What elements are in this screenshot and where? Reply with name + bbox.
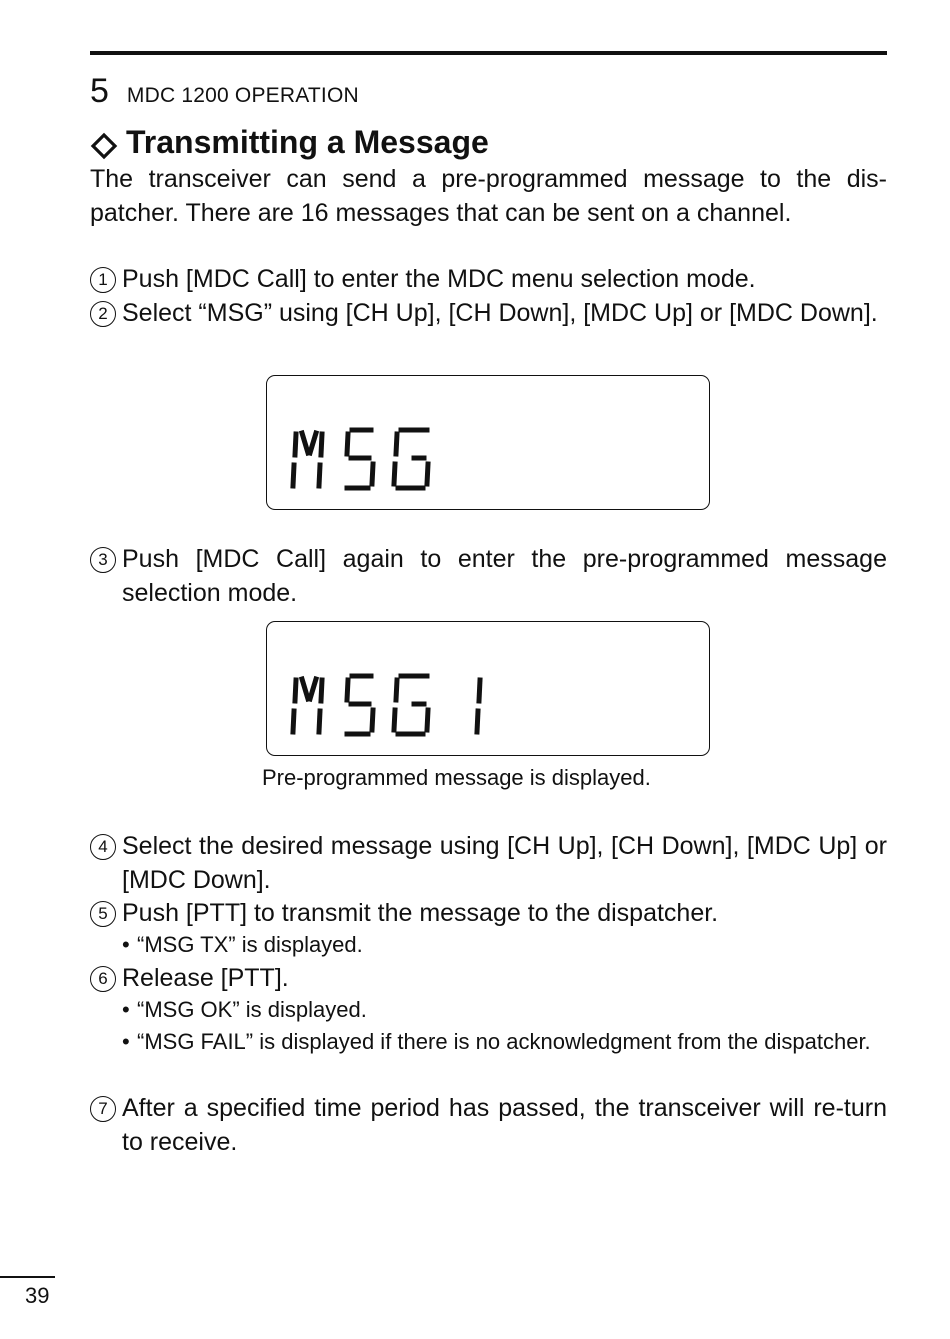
step-marker-1: 1 [90,267,116,293]
page-number: 39 [25,1283,50,1308]
lcd-display-msg-1 [266,621,710,756]
section-heading [90,121,489,163]
note-msg-fail [122,1026,887,1058]
diamond-outline-icon [90,128,118,156]
step-marker-3: 3 [90,547,116,573]
step-3 [90,542,887,610]
note-msg-ok [122,994,887,1026]
lcd-display-msg [266,375,710,510]
step-4 [90,829,887,897]
intro-paragraph [90,162,887,230]
step-marker-6: 6 [90,966,116,992]
top-rule [90,51,887,55]
lcd-segment-glyphs-2 [267,622,711,757]
step-7 [90,1091,887,1159]
footer-rule [0,1276,55,1278]
lcd-segment-glyphs [267,376,711,511]
step-text-1: Push [MDC Call] to enter the MDC menu selection mode. [122,265,756,293]
step-text-2: Select “MSG” using [CH Up], [CH Down], [MDC Up] or [MDC Down]. [122,299,878,327]
step-marker-7: 7 [90,1096,116,1122]
section-title: Transmitting a Message [126,124,489,160]
note-text: “MSG TX” is displayed. [137,932,363,957]
note-msg-tx [122,929,887,961]
step-text-5: Push [PTT] to transmit the message to the dispatcher. [122,899,719,927]
bullet-icon: • [122,932,130,957]
note-text: “MSG FAIL” is displayed if there is no acknowledgment from the dispatcher. [137,1029,871,1054]
display-caption: Pre-programmed message is displayed. [262,765,651,790]
chapter-number: 5 [90,72,109,110]
step-marker-5: 5 [90,901,116,927]
note-text: “MSG OK” is displayed. [137,997,367,1022]
step-marker-4: 4 [90,834,116,860]
step-text-3: Push [MDC Call] again to enter the pre-programmed message selection mode. [122,545,887,607]
step-text-4: Select the desired message using [CH Up], [CH Down], [MDC Up] or [MDC Down]. [122,832,887,894]
step-text-7: After a specified time period has passed, the transceiver will re-turn to receive. [122,1094,887,1156]
step-1 [90,262,887,296]
intro-line-1: The transceiver can send a pre-programmed message to the dis- [90,165,887,193]
step-2 [90,296,887,330]
bullet-icon: • [122,1029,130,1054]
chapter-header [90,71,359,116]
step-5 [90,896,887,930]
step-text-6: Release [PTT]. [122,964,289,992]
chapter-title: MDC 1200 OPERATION [126,84,359,107]
bullet-icon: • [122,997,130,1022]
step-6 [90,961,887,995]
intro-line-2: patcher. There are 16 messages that can be sent on a channel. [90,199,792,227]
step-marker-2: 2 [90,301,116,327]
